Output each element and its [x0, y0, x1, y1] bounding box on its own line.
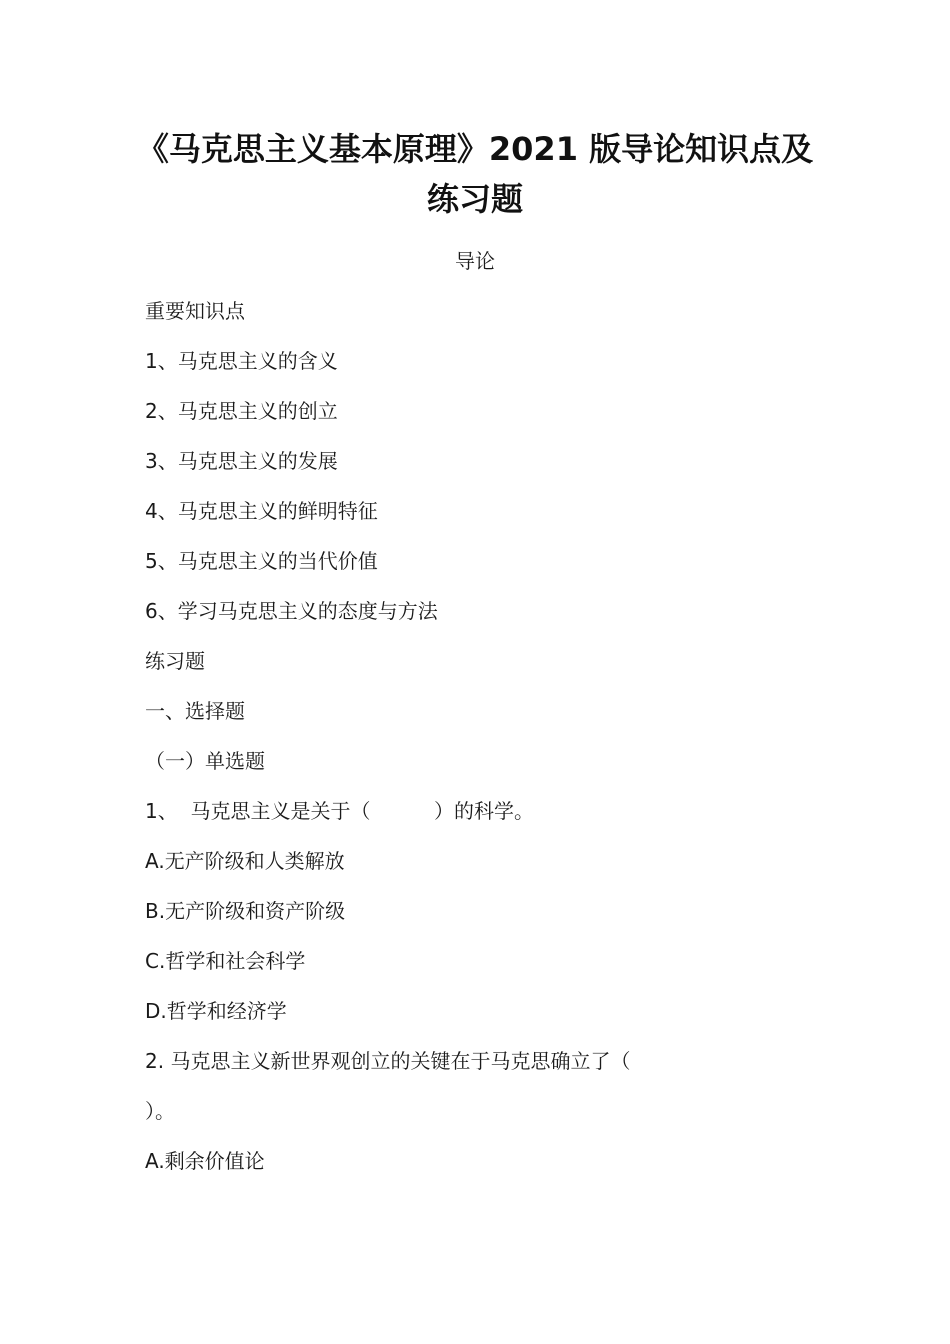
question-1-option-c: C.哲学和社会科学	[145, 949, 306, 973]
question-1-option-b: B.无产阶级和资产阶级	[145, 899, 346, 923]
section-heading-introduction: 导论	[455, 249, 495, 273]
heading-exercises: 练习题	[145, 649, 205, 673]
heading-key-points: 重要知识点	[145, 299, 245, 323]
key-point-3: 3、马克思主义的发展	[145, 449, 338, 473]
document-body	[145, 296, 845, 1196]
key-point-2: 2、马克思主义的创立	[145, 399, 338, 423]
heading-choice-questions: 一、选择题	[145, 699, 245, 723]
key-point-1: 1、马克思主义的含义	[145, 349, 338, 373]
document-title	[0, 124, 950, 224]
question-2-option-a: A.剩余价值论	[145, 1149, 265, 1173]
heading-single-choice: （一）单选题	[145, 749, 265, 773]
key-point-5: 5、马克思主义的当代价值	[145, 549, 378, 573]
key-point-6: 6、学习马克思主义的态度与方法	[145, 599, 438, 623]
question-1-option-a: A.无产阶级和人类解放	[145, 849, 345, 873]
document-title-line-1: 《马克思主义基本原理》2021 版导论知识点及	[136, 130, 814, 168]
question-1: 1、 马克思主义是关于（ ）的科学。	[145, 799, 535, 823]
document-title-line-2: 练习题	[426, 180, 523, 218]
question-2-continued: ）。	[145, 1099, 175, 1123]
question-2: 2. 马克思主义新世界观创立的关键在于马克思确立了（	[145, 1049, 631, 1073]
key-point-4: 4、马克思主义的鲜明特征	[145, 499, 378, 523]
question-1-option-d: D.哲学和经济学	[145, 999, 287, 1023]
